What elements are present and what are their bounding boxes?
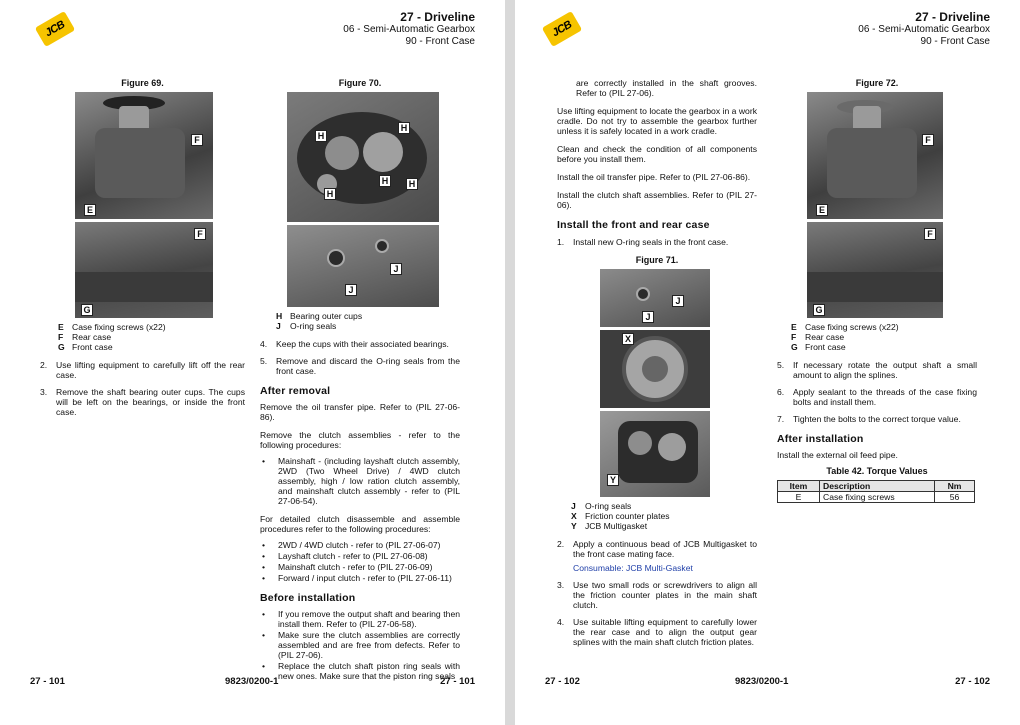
legend-item: G Front case: [58, 342, 113, 352]
table-cell: Case fixing screws: [820, 492, 935, 503]
step-3: 3. Remove the shaft bearing outer cups. The cups will be left on the bearings, or inside the front case.: [40, 387, 245, 417]
step-1: 1. Install new O-ring seals in the front case.: [557, 237, 729, 247]
figure-70-title: Figure 70.: [338, 78, 382, 88]
right-column-1: [557, 78, 757, 647]
table-cell: E: [778, 492, 820, 503]
list-item: • Layshaft clutch - refer to (PIL 27-06-08): [262, 551, 428, 561]
callout-f: F: [194, 228, 206, 240]
callout-e: E: [816, 204, 828, 216]
callout-f: F: [924, 228, 936, 240]
paragraph: For detailed clutch disassemble and assemble procedures refer to the following procedures:: [260, 514, 460, 534]
o-ring-seals-photo: [287, 225, 439, 307]
bullet-list: [260, 609, 460, 681]
list-item: • Make sure the clutch assemblies are correctly assembled and are free from defects. Refer to (PIL 27-06).: [262, 630, 460, 660]
callout-j: J: [642, 311, 654, 323]
callout-h: H: [324, 188, 336, 200]
header-subtitle-1: 06 - Semi-Automatic Gearbox: [343, 24, 475, 35]
callout-g: G: [81, 304, 93, 316]
before-installation-heading: Before installation: [260, 592, 356, 604]
figure-72-legend: [791, 322, 977, 352]
install-heading: Install the front and rear case: [557, 219, 710, 231]
list-item: • Mainshaft - (including layshaft clutch assembly, 2WD (Two Wheel Drive) / 4WD clutch assembly, high / low ration clutch assembly, and mainshaft clutch assembly - refer to (PIL 27-06-54).: [262, 456, 460, 506]
bullet-list: [260, 456, 460, 506]
gearbox-gears-photo: [287, 92, 439, 222]
table-cell: 56: [935, 492, 975, 503]
header-title: 27 - Driveline: [400, 10, 475, 24]
figure-72: [807, 92, 943, 318]
list-item: • If you remove the output shaft and bearing then install them. Refer to (PIL 27-06-58).: [262, 609, 460, 629]
column-header: Item: [778, 481, 820, 492]
figure-70: [287, 92, 439, 307]
paragraph: Install the oil transfer pipe. Refer to (PIL 27-06-86).: [557, 172, 751, 182]
legend-item: J O-ring seals: [276, 321, 337, 331]
after-installation-heading: After installation: [777, 433, 864, 445]
gearbox-rear-case-photo: [75, 92, 213, 219]
paragraph: Remove the clutch assemblies - refer to the following procedures:: [260, 430, 460, 450]
right-column-2: [777, 78, 977, 503]
paragraph: Remove the oil transfer pipe. Refer to (PIL 27-06-86).: [260, 402, 460, 422]
after-removal-heading: After removal: [260, 385, 331, 397]
callout-j: J: [672, 295, 684, 307]
column-header: Description: [820, 481, 935, 492]
legend-item: Y JCB Multigasket: [571, 521, 648, 531]
callout-h: H: [379, 175, 391, 187]
left-column-1: [40, 78, 245, 417]
table-header-row: [778, 481, 975, 492]
jcb-logo: JCB: [35, 11, 75, 47]
footer-doc-number: 9823/0200-1: [735, 676, 789, 687]
paragraph: Clean and check the condition of all components before you install them.: [557, 144, 757, 164]
page-footer: [30, 676, 475, 688]
o-ring-seals-photo: [600, 269, 710, 327]
legend-item: X Friction counter plates: [571, 511, 670, 521]
figure-69-title: Figure 69.: [121, 78, 164, 88]
header-subtitle-1: 06 - Semi-Automatic Gearbox: [858, 24, 990, 35]
step-5: 5. If necessary rotate the output shaft a small amount to align the splines.: [777, 360, 977, 380]
paragraph: Use lifting equipment to locate the gearbox in a work cradle. Do not try to assemble the gearbox further unless it is safely located in a work cradle.: [557, 106, 757, 136]
step-5: 5. Remove and discard the O-ring seals from the front case.: [260, 356, 460, 376]
header-title: 27 - Driveline: [915, 10, 990, 24]
callout-h: H: [315, 130, 327, 142]
footer-page-number: 27 - 102: [545, 676, 580, 687]
footer-page-number: 27 - 102: [955, 676, 990, 687]
legend-item: J O-ring seals: [571, 501, 632, 511]
gearbox-front-case-photo: [75, 222, 213, 318]
torque-values-table: [777, 480, 975, 503]
callout-f: F: [922, 134, 934, 146]
paragraph: Install the clutch shaft assemblies. Refer to (PIL 27-06).: [557, 190, 757, 210]
callout-h: H: [406, 178, 418, 190]
footer-page-number: 27 - 101: [30, 676, 65, 687]
figure-71-title: Figure 71.: [635, 255, 679, 265]
figure-72-title: Figure 72.: [855, 78, 899, 88]
left-page: [0, 0, 505, 725]
callout-h: H: [398, 122, 410, 134]
step-2: 2. Apply a continuous bead of JCB Multigasket to the front case mating face.: [557, 539, 757, 559]
figure-69: [75, 92, 213, 318]
column-header: Nm: [935, 481, 975, 492]
figure-70-legend: [276, 311, 460, 331]
callout-j: J: [390, 263, 402, 275]
footer-page-number: 27 - 101: [440, 676, 475, 687]
legend-item: E Case fixing screws (x22): [791, 322, 899, 332]
callout-y: Y: [607, 474, 619, 486]
multigasket-photo: [600, 411, 710, 497]
step-3: 3. Use two small rods or screwdrivers to align all the friction counter plates in the main shaft clutch.: [557, 580, 757, 610]
page-footer: [545, 676, 990, 688]
gearbox-front-case-photo: [807, 222, 943, 318]
list-item: • Forward / input clutch - refer to (PIL 27-06-11): [262, 573, 452, 583]
legend-item: G Front case: [791, 342, 846, 352]
legend-item: H Bearing outer cups: [276, 311, 363, 321]
step-4: 4. Use suitable lifting equipment to carefully lower the rear case and to align the output gear splines with the main shaft clutch friction plates.: [557, 617, 757, 647]
step-7: 7. Tighten the bolts to the correct torque value.: [777, 414, 961, 424]
paragraph: Install the external oil feed pipe.: [777, 450, 898, 460]
legend-item: F Rear case: [791, 332, 845, 342]
callout-e: E: [84, 204, 96, 216]
continued-text: are correctly installed in the shaft grooves. Refer to (PIL 27-06).: [576, 78, 757, 98]
figure-71: [600, 269, 710, 497]
friction-plates-photo: [600, 330, 710, 408]
legend-item: E Case fixing screws (x22): [58, 322, 166, 332]
page-header: [858, 10, 990, 48]
table-row: [778, 492, 975, 503]
jcb-logo: JCB: [542, 11, 582, 47]
legend-item: F Rear case: [58, 332, 112, 342]
figure-71-legend: [571, 501, 757, 531]
list-item: • Replace the clutch shaft piston ring seals with new ones. Make sure that the piston ring seals: [262, 661, 460, 681]
table-42-title: Table 42. Torque Values: [826, 466, 928, 476]
gearbox-rear-case-photo: [807, 92, 943, 219]
bullet-list: [260, 540, 460, 583]
footer-doc-number: 9823/0200-1: [225, 676, 279, 687]
right-page: [515, 0, 1020, 725]
callout-j: J: [345, 284, 357, 296]
left-column-2: [260, 78, 460, 681]
callout-g: G: [813, 304, 825, 316]
list-item: • Mainshaft clutch - refer to (PIL 27-06-09): [262, 562, 433, 572]
step-6: 6. Apply sealant to the threads of the case fixing bolts and install them.: [777, 387, 977, 407]
consumable-link[interactable]: Consumable: JCB Multi-Gasket: [573, 563, 693, 573]
callout-f: F: [191, 134, 203, 146]
step-2: 2. Use lifting equipment to carefully lift off the rear case.: [40, 360, 245, 380]
list-item: • 2WD / 4WD clutch - refer to (PIL 27-06-07): [262, 540, 441, 550]
header-subtitle-2: 90 - Front Case: [405, 36, 475, 47]
figure-69-legend: [58, 322, 245, 352]
page-header: [343, 10, 475, 48]
header-subtitle-2: 90 - Front Case: [920, 36, 990, 47]
step-4: 4. Keep the cups with their associated bearings.: [260, 339, 449, 349]
callout-x: X: [622, 333, 634, 345]
